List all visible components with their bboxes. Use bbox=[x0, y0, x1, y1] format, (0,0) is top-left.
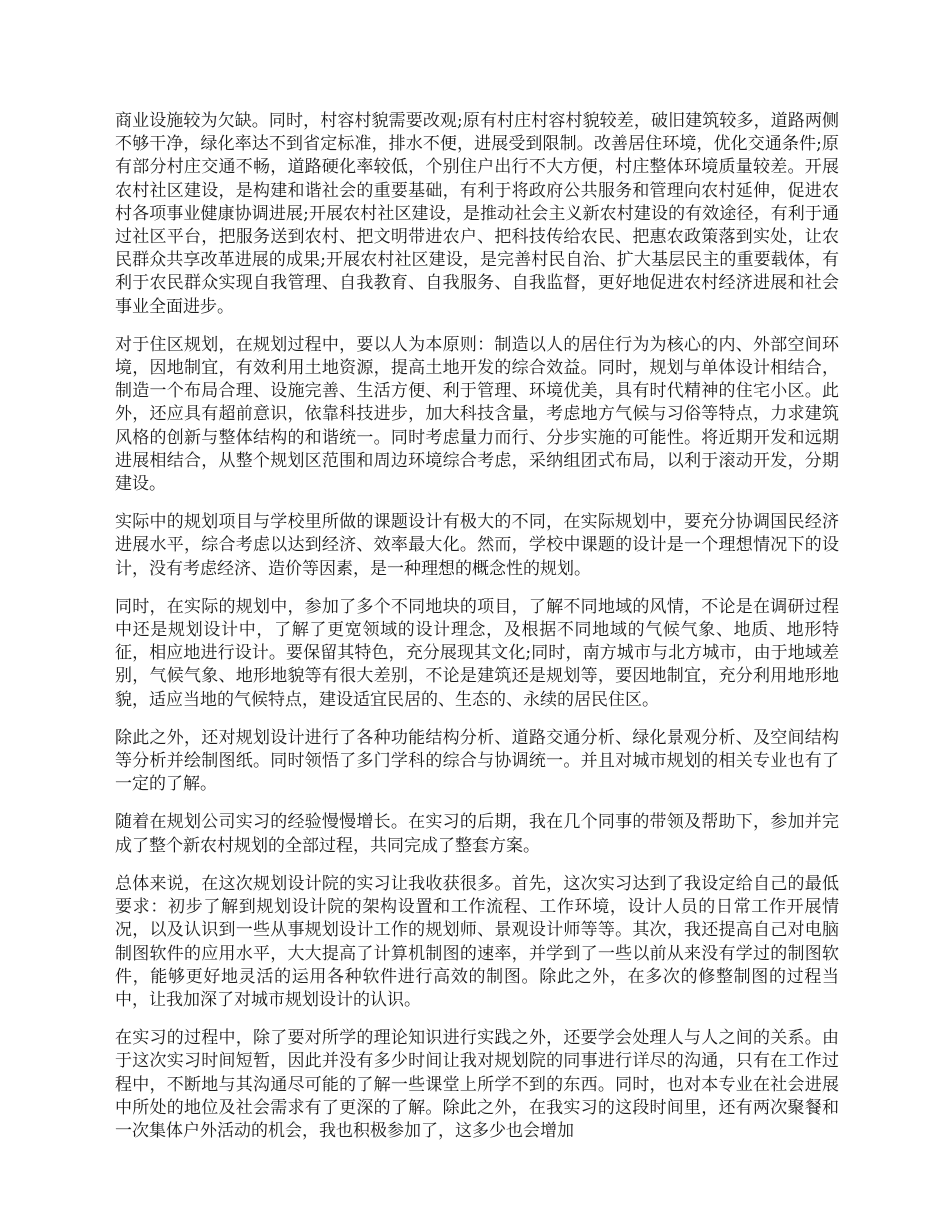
paragraph-3: 实际中的规划项目与学校里所做的课题设计有极大的不同，在实际规划中，要充分协调国民经济进展水平，综合考虑以达到经济、效率最大化。然而，学校中课题的设计是一个理想情况下的设计，没有考虑经济、造价等因素，是一种理想的概念性的规划。 bbox=[115, 512, 839, 579]
document-body bbox=[115, 110, 839, 1158]
paragraph-1: 商业设施较为欠缺。同时，村容村貌需要改观;原有村庄村容村貌较差，破旧建筑较多，道路两侧不够干净，绿化率达不到省定标准，排水不便，进展受到限制。改善居住环境，优化交通条件;原有部分村庄交通不畅，道路硬化率较低，个别住户出行不大方便，村庄整体环境质量较差。开展农村社区建设，是构建和谐社会的重要基础，有利于将政府公共服务和管理向农村延伸，促进农村各项事业健康协调进展;开展农村社区建设，是推动社会主义新农村建设的有效途径，有利于通过社区平台，把服务送到农村、把文明带进农户、把科技传给农民、把惠农政策落到实处，让农民群众共享改革进展的成果;开展农村社区建设，是完善村民自治、扩大基层民主的重要载体，有利于农民群众实现自我管理、自我教育、自我服务、自我监督，更好地促进农村经济进展和社会事业全面进步。 bbox=[115, 111, 839, 317]
paragraph-2: 对于住区规划，在规划过程中，要以人为本原则：制造以人的居住行为为核心的内、外部空间环境，因地制宜，有效利用土地资源，提高土地开发的综合效益。同时，规划与单体设计相结合，制造一个布局合理、设施完善、生活方便、利于管理、环境优美，具有时代精神的住宅小区。此外，还应具有超前意识，依靠科技进步，加大科技含量，考虑地方气候与习俗等特点，力求建筑风格的创新与整体结构的和谐统一。同时考虑量力而行、分步实施的可能性。将近期开发和远期进展相结合，从整个规划区范围和周边环境综合考虑，采纳组团式布局，以利于滚动开发，分期建设。 bbox=[115, 334, 839, 495]
paragraph-7: 总体来说，在这次规划设计院的实习让我收获很多。首先，这次实习达到了我设定给自己的最低要求：初步了解到规划设计院的架构设置和工作流程、工作环境，设计人员的日常工作开展情况，以及认识到一些从事规划设计工作的规划师、景观设计师等等。其次，我还提高自己对电脑制图软件的应用水平，大大提高了计算机制图的速率，并学到了一些以前从来没有学过的制图软件，能够更好地灵活的运用各种软件进行高效的制图。除此之外，在多次的修整制图的过程当中，让我加深了对城市规划设计的认识。 bbox=[115, 873, 839, 1010]
paragraph-6: 随着在规划公司实习的经验慢慢增长。在实习的后期，我在几个同事的带领及帮助下，参加并完成了整个新农村规划的全部过程，共同完成了整套方案。 bbox=[115, 812, 839, 856]
paragraph-5: 除此之外，还对规划设计进行了各种功能结构分析、道路交通分析、绿化景观分析、及空间结构等分析并绘制图纸。同时领悟了多门学科的综合与协调统一。并且对城市规划的相关专业也有了一定的了解。 bbox=[115, 727, 839, 795]
paragraph-4: 同时，在实际的规划中，参加了多个不同地块的项目，了解不同地域的风情，不论是在调研过程中还是规划设计中，了解了更宽领域的设计理念，及根据不同地域的气候气象、地质、地形特征，相应地进行设计。要保留其特色，充分展现其文化;同时，南方城市与北方城市，由于地域差别，气候气象、地形地貌等有很大差别，不论是建筑还是规划等，要因地制宜，充分利用地形地貌，适应当地的气候特点，建设适宜民居的、生态的、永续的居民住区。 bbox=[115, 596, 839, 710]
paragraph-8: 在实习的过程中，除了要对所学的理论知识进行实践之外，还要学会处理人与人之间的关系。由于这次实习时间短暂，因此并没有多少时间让我对规划院的同事进行详尽的沟通，只有在工作过程中，不断地与其沟通尽可能的了解一些课堂上所学不到的东西。同时，也对本专业在社会进展中所处的地位及社会需求有了更深的了解。除此之外，在我实习的这段时间里，还有两次聚餐和一次集体户外活动的机会，我也积极参加了，这多少也会增加 bbox=[115, 1028, 839, 1141]
